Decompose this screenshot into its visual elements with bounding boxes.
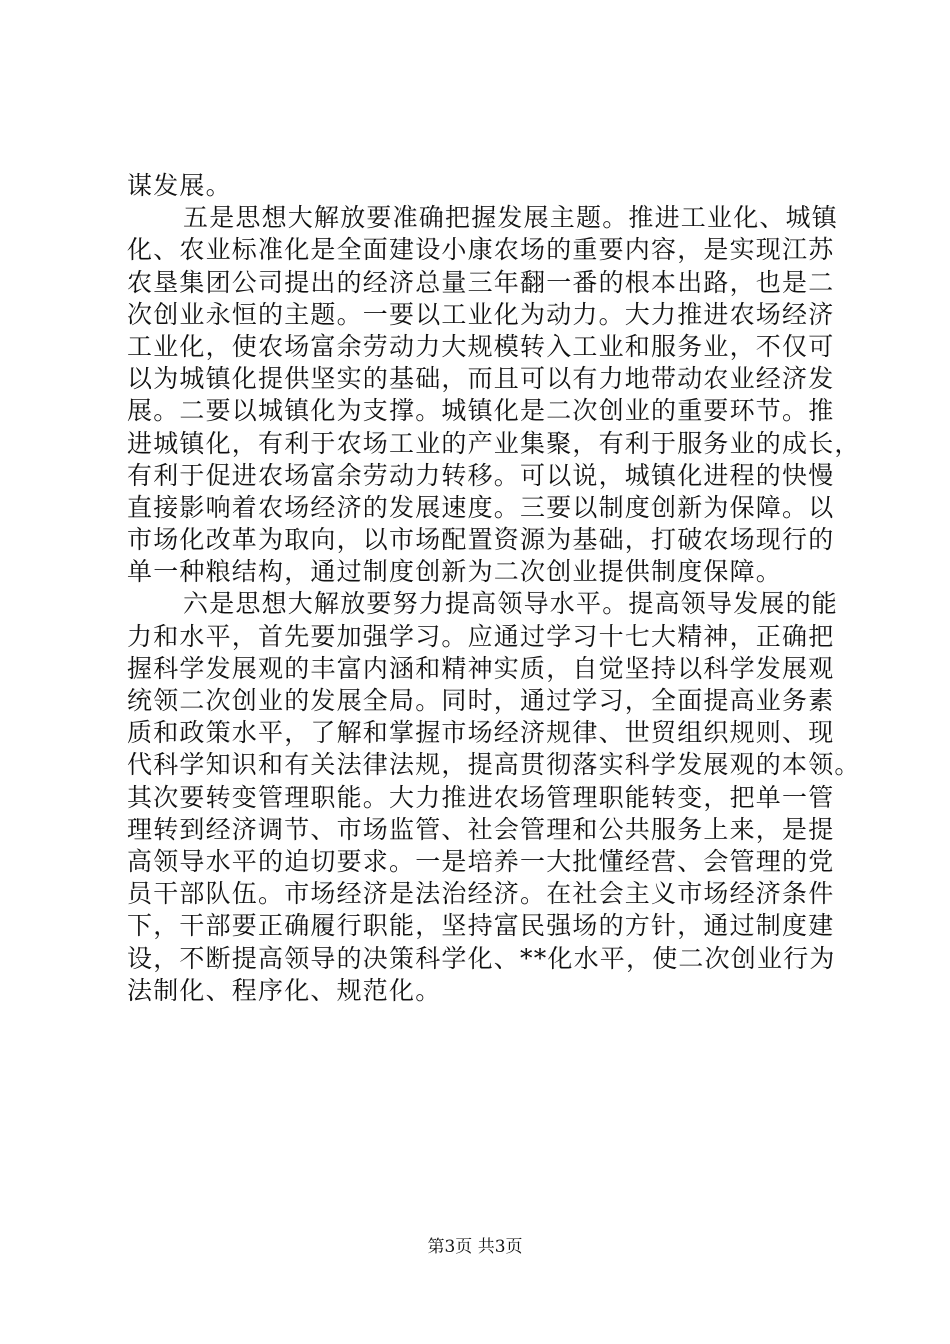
text-line: 五是思想大解放要准确把握发展主题。推进工业化、城镇 [183, 203, 839, 233]
document-body [127, 170, 861, 1007]
text-line: 员干部队伍。市场经济是法治经济。在社会主义市场经济条件 [127, 879, 835, 909]
text-line: 有利于促进农场富余劳动力转移。可以说，城镇化进程的快慢 [127, 460, 835, 490]
text-line: 次创业永恒的主题。一要以工业化为动力。大力推进农场经济 [127, 299, 835, 329]
text-line: 法制化、程序化、规范化。 [127, 975, 442, 1005]
text-line: 市场化改革为取向，以市场配置资源为基础，打破农场现行的 [127, 525, 835, 555]
text-line: 高领导水平的迫切要求。一是培养一大批懂经营、会管理的党 [127, 846, 835, 876]
text-line: 力和水平，首先要加强学习。应通过学习十七大精神，正确把 [127, 621, 835, 651]
text-line: 工业化，使农场富余劳动力大规模转入工业和服务业，不仅可 [127, 331, 835, 361]
text-line: 展。二要以城镇化为支撑。城镇化是二次创业的重要环节。推 [127, 396, 835, 426]
text-line: 以为城镇化提供坚实的基础，而且可以有力地带动农业经济发 [127, 364, 835, 394]
text-line: 谋发展。 [127, 171, 232, 200]
text-line: 下，干部要正确履行职能，坚持富民强场的方针，通过制度建 [127, 911, 835, 941]
page-footer [0, 1232, 950, 1257]
text-line: 农垦集团公司提出的经济总量三年翻一番的根本出路，也是二 [127, 267, 835, 297]
text-line: 直接影响着农场经济的发展速度。三要以制度创新为保障。以 [127, 492, 835, 522]
text-line: 化、农业标准化是全面建设小康农场的重要内容，是实现江苏 [127, 235, 835, 265]
text-line: 统领二次创业的发展全局。同时，通过学习，全面提高业务素 [127, 686, 835, 715]
text-line: 代科学知识和有关法律法规，提高贯彻落实科学发展观的本领。 [127, 750, 861, 780]
text-line: 设，不断提高领导的决策科学化、**化水平，使二次创业行为 [127, 943, 836, 973]
page-number-label: 第3页 共3页 [427, 1237, 523, 1257]
text-line: 其次要转变管理职能。大力推进农场管理职能转变，把单一管 [127, 782, 835, 812]
text-line: 单一种粮结构，通过制度创新为二次创业提供制度保障。 [127, 557, 783, 587]
text-line: 理转到经济调节、市场监管、社会管理和公共服务上来，是提 [127, 814, 835, 844]
text-line: 握科学发展观的丰富内涵和精神实质，自觉坚持以科学发展观 [127, 653, 835, 683]
text-line: 质和政策水平，了解和掌握市场经济规律、世贸组织规则、现 [127, 718, 835, 748]
text-line: 进城镇化，有利于农场工业的产业集聚，有利于服务业的成长， [127, 428, 861, 458]
text-line: 六是思想大解放要努力提高领导水平。提高领导发展的能 [183, 589, 839, 619]
